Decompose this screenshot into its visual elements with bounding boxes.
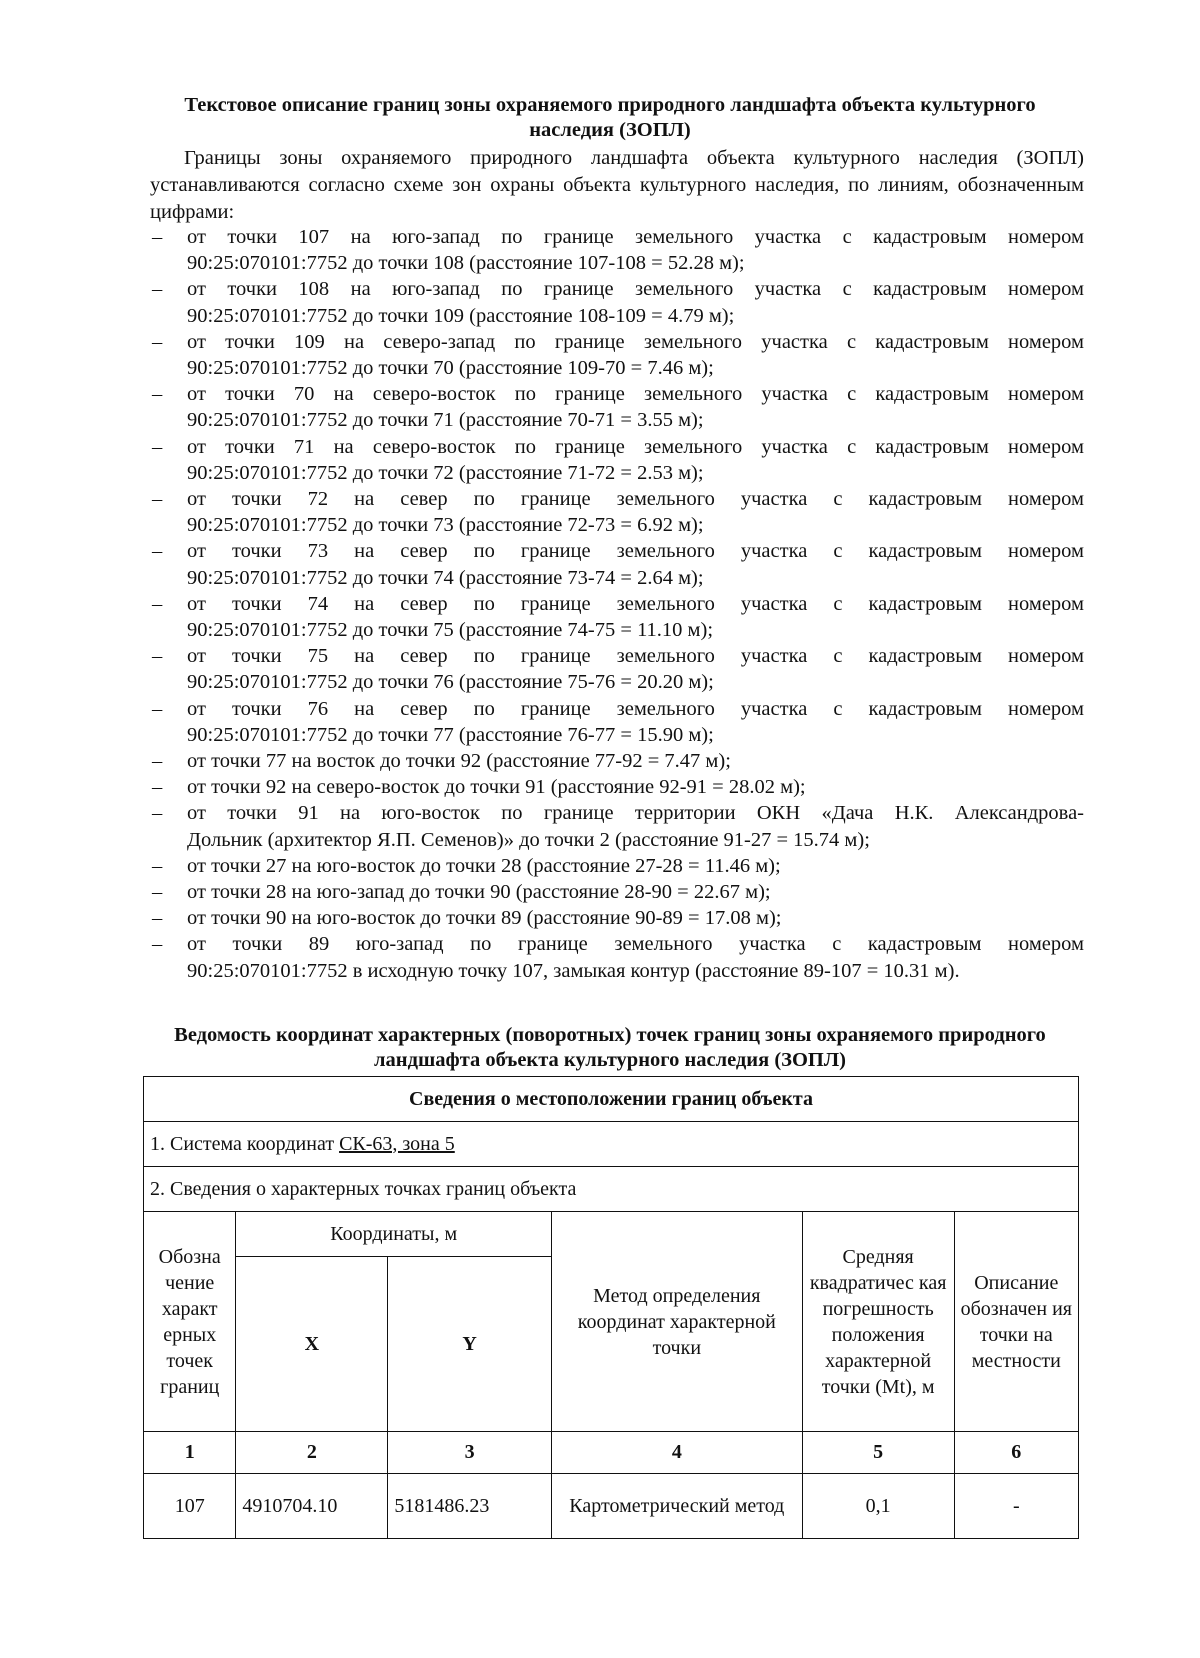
col-number: 3 — [388, 1432, 552, 1474]
col-point-header: Обозна чение характ ерных точек границ — [144, 1212, 236, 1432]
dash-bullet: – — [152, 645, 163, 668]
list-item-line: 90:25:070101:7752 до точки 73 (расстояние 72-73 = 6.92 м); — [187, 514, 704, 537]
boundary-list-item — [150, 591, 1084, 643]
list-item-line: 90:25:070101:7752 до точки 74 (расстояние 73-74 = 2.64 м); — [187, 566, 704, 589]
list-item-line: 90:25:070101:7752 до точки 109 (расстояние 108-109 = 4.79 м); — [187, 304, 735, 327]
list-item-line: 90:25:070101:7752 до точки 71 (расстояние 70-71 = 3.55 м); — [187, 409, 704, 432]
cell-desc: - — [954, 1474, 1078, 1539]
list-item-line: от точки 89 юго-запад по границе земельного участка с кадастровым номером — [187, 933, 1084, 956]
cell-y: 5181486.23 — [388, 1474, 552, 1539]
col-number: 5 — [802, 1432, 954, 1474]
dash-bullet: – — [152, 907, 163, 930]
dash-bullet: – — [152, 854, 163, 877]
cell-point: 107 — [144, 1474, 236, 1539]
table-header: Сведения о местоположении границ объекта — [144, 1077, 1079, 1122]
list-item-line: 90:25:070101:7752 до точки 77 (расстояние 76-77 = 15.90 м); — [187, 723, 714, 746]
dash-bullet: – — [152, 330, 163, 353]
boundary-list-item — [150, 486, 1084, 538]
boundary-list-item — [150, 905, 1084, 931]
dash-bullet: – — [152, 278, 163, 301]
col-number: 1 — [144, 1432, 236, 1474]
coordinate-system-row — [144, 1122, 1079, 1167]
list-item-line: 90:25:070101:7752 до точки 72 (расстояние 71-72 = 2.53 м); — [187, 461, 704, 484]
list-item-line: от точки 76 на север по границе земельного участка с кадастровым номером — [187, 697, 1084, 720]
col-coords-header: Координаты, м — [236, 1212, 552, 1257]
boundary-list-item — [150, 853, 1084, 879]
list-item-line: от точки 75 на север по границе земельного участка с кадастровым номером — [187, 645, 1084, 668]
points-info-row: 2. Сведения о характерных точках границ объекта — [144, 1167, 1079, 1212]
dash-bullet: – — [152, 592, 163, 615]
boundary-list — [150, 224, 1084, 984]
list-item-line: Дольник (архитектор Я.П. Семенов)» до точки 2 (расстояние 91-27 = 15.74 м); — [187, 828, 870, 851]
col-x-header: X — [236, 1257, 388, 1432]
col-number: 2 — [236, 1432, 388, 1474]
list-item-line: от точки 92 на северо-восток до точки 91 (расстояние 92-91 = 28.02 м); — [187, 776, 806, 799]
list-item-line: от точки 71 на северо-восток по границе земельного участка с кадастровым номером — [187, 435, 1084, 458]
boundary-list-item — [150, 434, 1084, 486]
boundary-list-item — [150, 696, 1084, 748]
table-title: Ведомость координат характерных (поворотных) точек границ зоны охраняемого природного ландшафта объекта культурного наследия (ЗОПЛ) — [174, 1024, 1046, 1071]
col-method-header: Метод определения координат характерной точки — [551, 1212, 802, 1432]
dash-bullet: – — [152, 540, 163, 563]
dash-bullet: – — [152, 383, 163, 406]
boundary-list-item — [150, 381, 1084, 433]
coordinates-table — [143, 1076, 1079, 1539]
col-desc-header: Описание обозначен ия точки на местности — [954, 1212, 1078, 1432]
intro-paragraph: Границы зоны охраняемого природного ландшафта объекта культурного наследия (ЗОПЛ) устанавливаются согласно схеме зон охраны объекта культурного наследия, по линиям, обозначенным цифрами: — [150, 147, 1084, 223]
boundary-list-item — [150, 931, 1084, 983]
list-item-line: от точки 28 на юго-запад до точки 90 (расстояние 28-90 = 22.67 м); — [187, 881, 771, 904]
coordinate-system-label: 1. Система координат — [150, 1132, 340, 1155]
boundary-list-item — [150, 329, 1084, 381]
list-item-line: от точки 91 на юго-восток по границе территории ОКН «Дача Н.К. Александрова- — [187, 802, 1084, 825]
list-item-line: 90:25:070101:7752 в исходную точку 107, замыкая контур (расстояние 89-107 = 10.31 м). — [187, 959, 960, 982]
boundary-list-item — [150, 643, 1084, 695]
list-item-line: 90:25:070101:7752 до точки 76 (расстояние 75-76 = 20.20 м); — [187, 671, 714, 694]
dash-bullet: – — [152, 750, 163, 773]
list-item-line: от точки 72 на север по границе земельного участка с кадастровым номером — [187, 488, 1084, 511]
document-title: Текстовое описание границ зоны охраняемого природного ландшафта объекта культурного наследия (ЗОПЛ) — [184, 94, 1036, 141]
dash-bullet: – — [152, 933, 163, 956]
list-item-line: от точки 27 на юго-восток до точки 28 (расстояние 27-28 = 11.46 м); — [187, 854, 781, 877]
list-item-line: 90:25:070101:7752 до точки 108 (расстояние 107-108 = 52.28 м); — [187, 252, 745, 275]
cell-method: Картометрический метод — [551, 1474, 802, 1539]
list-item-line: от точки 74 на север по границе земельного участка с кадастровым номером — [187, 592, 1084, 615]
dash-bullet: – — [152, 226, 163, 248]
list-item-line: от точки 107 на юго-запад по границе земельного участка с кадастровым номером — [187, 226, 1084, 248]
boundary-list-item — [150, 879, 1084, 905]
col-number: 6 — [954, 1432, 1078, 1474]
boundary-list-item — [150, 276, 1084, 328]
dash-bullet: – — [152, 435, 163, 458]
boundary-list-item — [150, 748, 1084, 774]
table-row — [144, 1474, 1079, 1539]
list-item-line: 90:25:070101:7752 до точки 70 (расстояние 109-70 = 7.46 м); — [187, 357, 714, 380]
list-item-line: от точки 109 на северо-запад по границе земельного участка с кадастровым номером — [187, 330, 1084, 353]
dash-bullet: – — [152, 802, 163, 825]
col-y-header: Y — [388, 1257, 552, 1432]
list-item-line: 90:25:070101:7752 до точки 75 (расстояние 74-75 = 11.10 м); — [187, 619, 714, 642]
cell-x: 4910704.10 — [236, 1474, 388, 1539]
cell-error: 0,1 — [802, 1474, 954, 1539]
boundary-list-item — [150, 538, 1084, 590]
list-item-line: от точки 70 на северо-восток по границе земельного участка с кадастровым номером — [187, 383, 1084, 406]
boundary-list-item — [150, 800, 1084, 852]
list-item-line: от точки 108 на юго-запад по границе земельного участка с кадастровым номером — [187, 278, 1084, 301]
dash-bullet: – — [152, 776, 163, 799]
dash-bullet: – — [152, 881, 163, 904]
list-item-line: от точки 90 на юго-восток до точки 89 (расстояние 90-89 = 17.08 м); — [187, 907, 782, 930]
boundary-list-item — [150, 224, 1084, 276]
list-item-line: от точки 73 на север по границе земельного участка с кадастровым номером — [187, 540, 1084, 563]
dash-bullet: – — [152, 488, 163, 511]
list-item-line: от точки 77 на восток до точки 92 (расстояние 77-92 = 7.47 м); — [187, 750, 731, 773]
coordinate-system-value: СК-63, зона 5 — [339, 1132, 455, 1155]
col-number: 4 — [551, 1432, 802, 1474]
dash-bullet: – — [152, 697, 163, 720]
boundary-list-item — [150, 774, 1084, 800]
col-error-header: Средняя квадратичес кая погрешность положения характерной точки (Mt), м — [802, 1212, 954, 1432]
